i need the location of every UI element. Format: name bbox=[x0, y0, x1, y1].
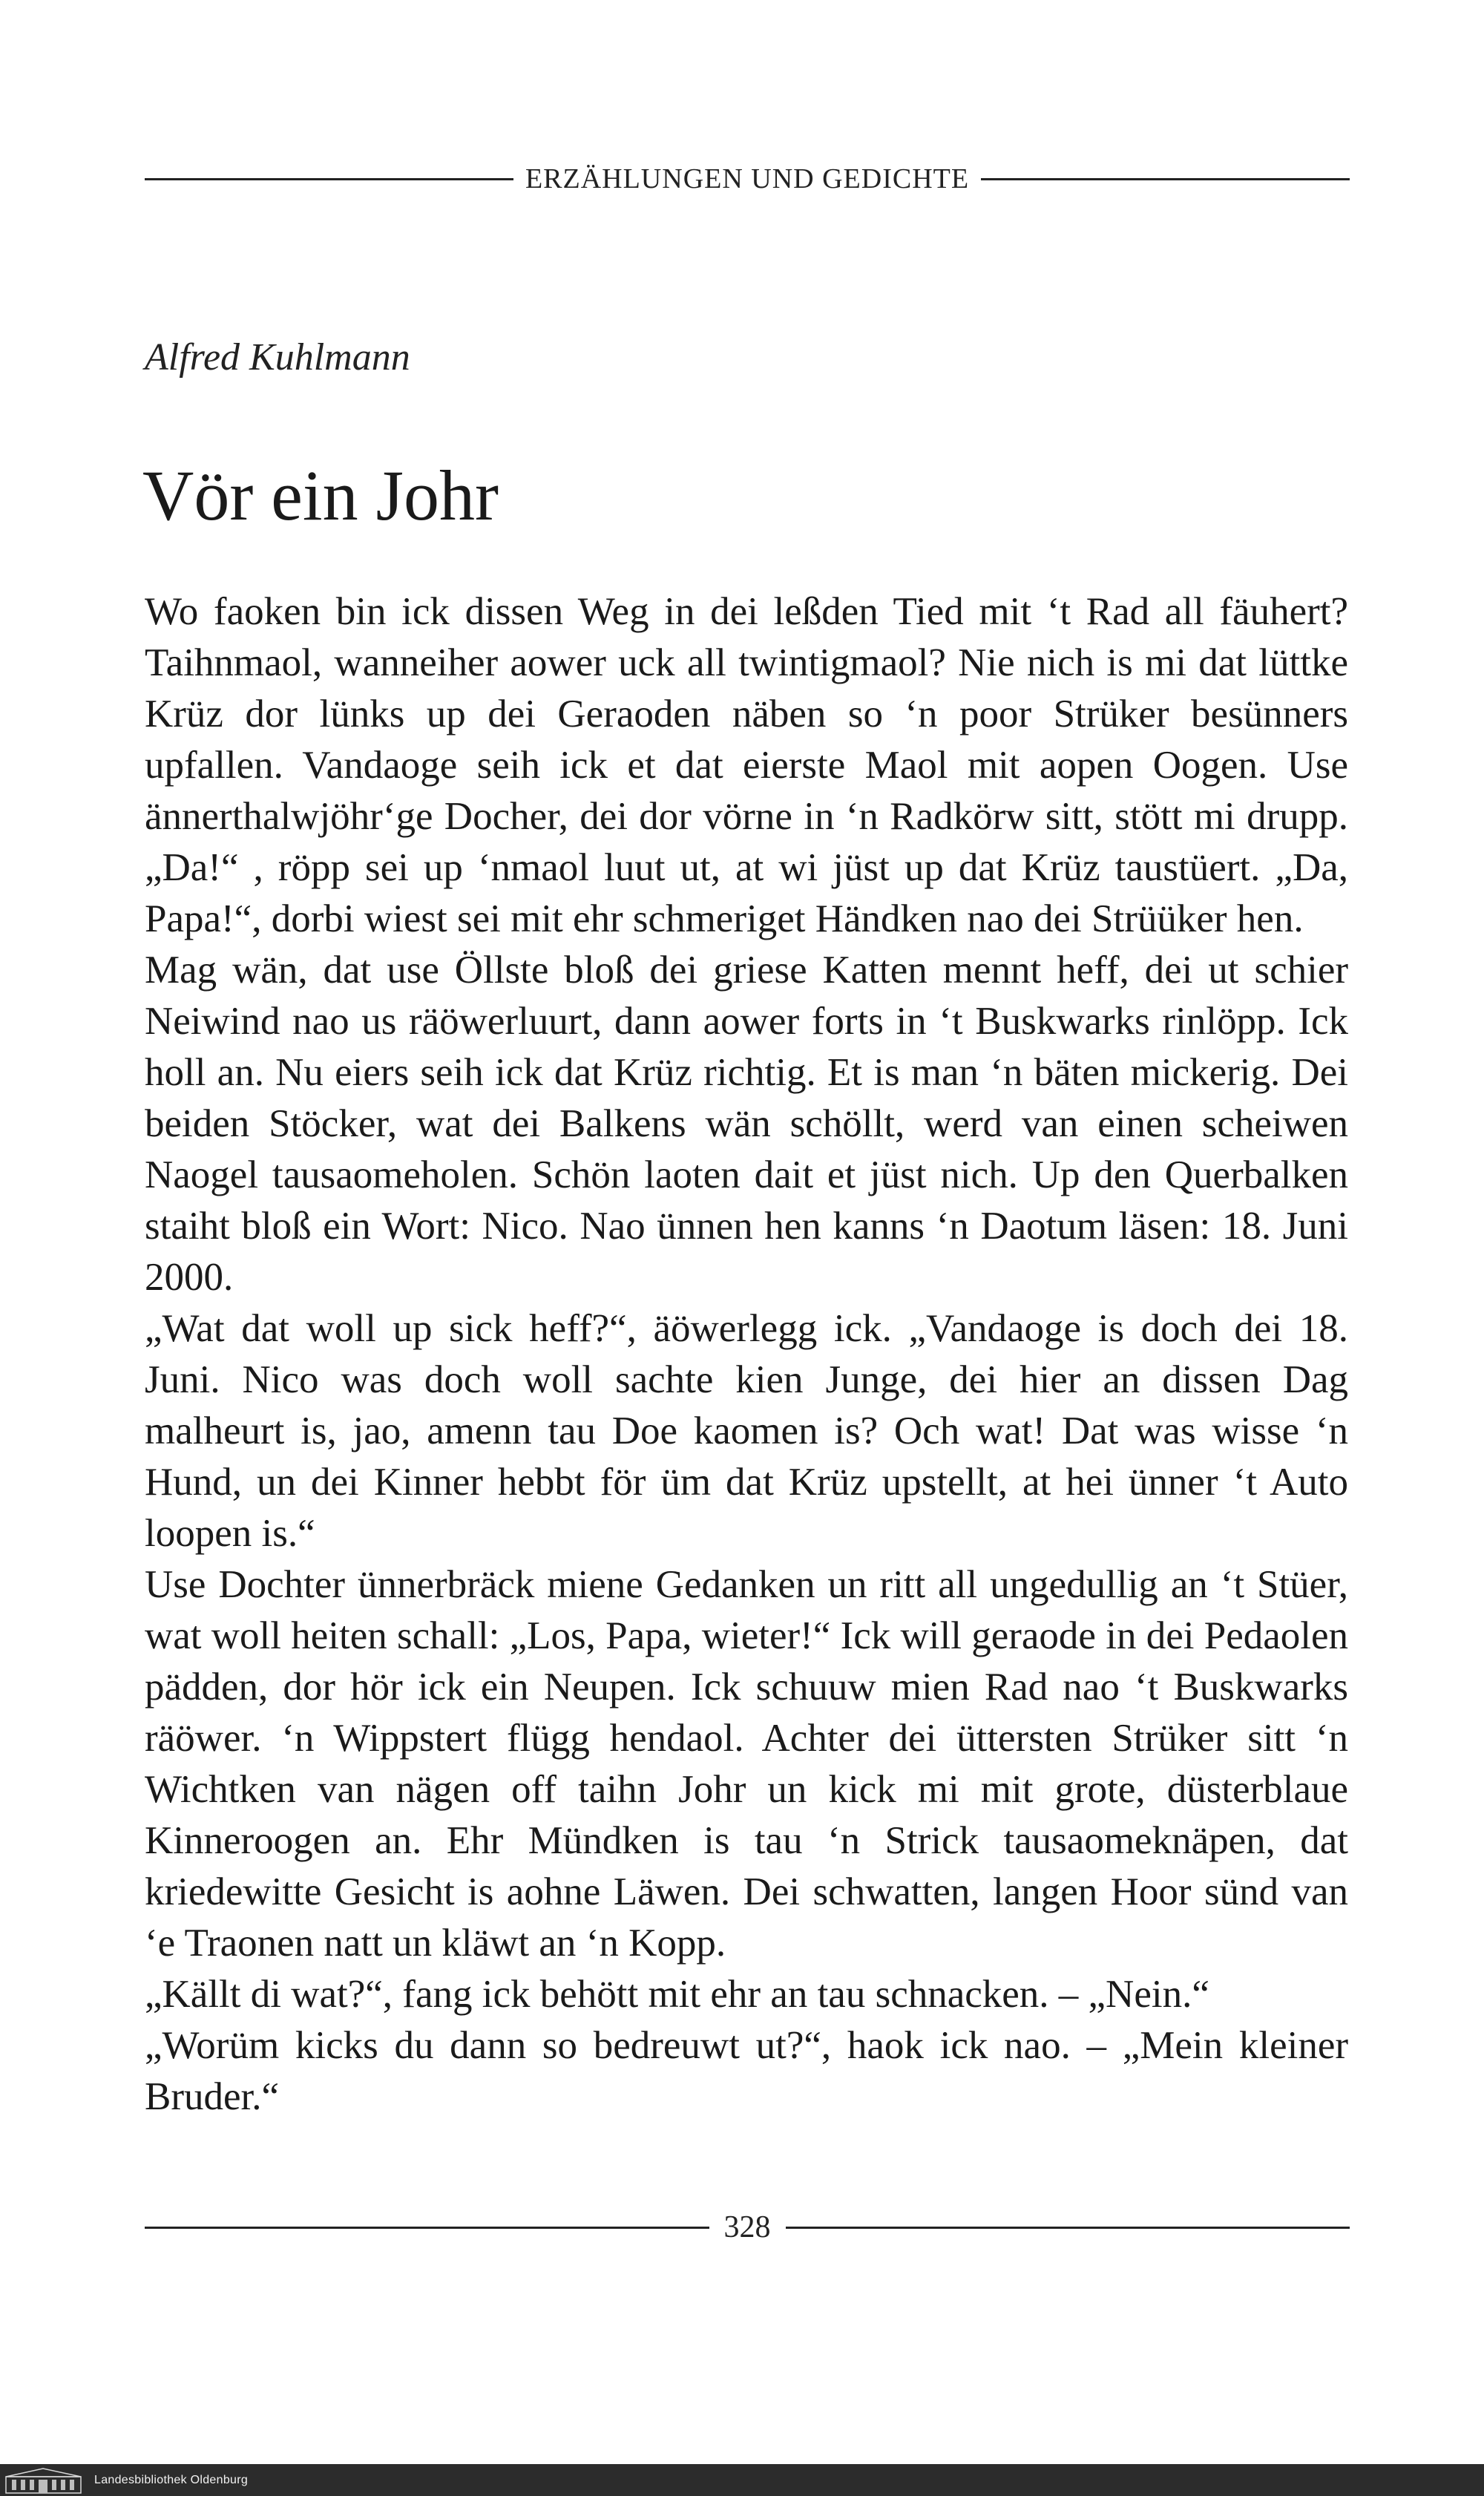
paragraph-4: Use Dochter ünnerbräck miene Gedanken un ritt all ungedullig an ‘t Stüer, wat woll heiten schall: „Los, Papa, wieter!“ Ick will geraode in dei Pedaolen pädden, dor hör ick ein Neupen. Ick schuuw mien Rad nao ‘t Buskwarks räöwer. ‘n Wippstert flügg hendaol. Achter dei üttersten Strüker sitt ‘n Wichtken van nägen off taihn Johr un kick mi mit grote, düsterblaue Kinneroogen an. Ehr Mündken is tau ‘n Strick tausaomeknäpen, dat kriedewitte Gesicht is aohne Läwen. Dei schwatten, langen Hoor sünd van ‘e Traonen natt un kläwt an ‘n Kopp. bbox=[145, 1563, 1348, 1965]
running-header-title: ERZÄHLUNGEN UND GEDICHTE bbox=[525, 163, 970, 194]
paragraph-1: Wo faoken bin ick dissen Weg in dei leßden Tied mit ‘t Rad all fäuhert? Taihnmaol, wanneiher aower uck all twintigmaol? Nie nich is mi dat lüttke Krüz dor lünks up dei Geraoden näben so ‘n poor Strüker besünners upfallen. Vandaoge seih ick et dat eierste Maol mit aopen Oogen. Use ännerthalwjöhr‘ge Docher, dei dor vörne in ‘n Radkörw sitt, stött mi drupp. „Da!“ , röpp sei up ‘nmaol luut ut, at wi jüst up dat Krüz taustüert. „Da, Papa!“, dorbi wiest sei mit ehr schmeriget Händken nao dei Strüüker hen. bbox=[145, 590, 1348, 940]
paragraph-3: „Wat dat woll up sick heff?“, äöwerlegg ick. „Vandaoge is doch dei 18. Juni. Nico was doch woll sachte kien Junge, dei hier an dissen Dag malheurt is, jao, amenn tau Doe kaomen is? Och wat! Dat was wisse ‘n Hund, un dei Kinner hebbt för üm dat Krüz upstellt, at hei ünner ‘t Auto loopen is.“ bbox=[145, 1307, 1348, 1555]
paragraph-6: „Worüm kicks du dann so bedreuwt ut?“, haok ick nao. – „Mein kleiner Bruder.“ bbox=[145, 2024, 1348, 2118]
header-rule-right bbox=[981, 178, 1350, 180]
library-footer-bar bbox=[0, 2464, 1484, 2496]
footer-rule-right bbox=[786, 2227, 1350, 2229]
story-body bbox=[145, 586, 1348, 2123]
page-number: 328 bbox=[723, 2210, 771, 2244]
paragraph-2: Mag wän, dat use Öllste bloß dei griese Katten mennt heff, dei ut schier Neiwind nao us räöwerluurt, dann aower forts in ‘t Buskwarks rinlöpp. Ick holl an. Nu eiers seih ick dat Krüz richtig. Et is man ‘n bäten mickerig. Dei beiden Stöcker, wat dei Balkens wän schöllt, werd van einen scheiwen Naogel tausaomeholen. Schön laoten dait et jüst nich. Up den Querbalken staiht bloß ein Wort: Nico. Nao ünnen hen kanns ‘n Daotum läsen: 18. Juni 2000. bbox=[145, 949, 1348, 1299]
page-footer bbox=[145, 2207, 1350, 2248]
story-title: Vör ein Johr bbox=[142, 456, 499, 535]
running-header bbox=[145, 160, 1350, 197]
header-rule-left bbox=[145, 178, 513, 180]
author-name: Alfred Kuhlmann bbox=[145, 336, 410, 379]
library-building-icon bbox=[4, 2466, 82, 2495]
library-name: Landesbibliothek Oldenburg bbox=[94, 2473, 249, 2486]
footer-rule-left bbox=[145, 2227, 709, 2229]
paragraph-5: „Källt di wat?“, fang ick behött mit ehr an tau schnacken. – „Nein.“ bbox=[145, 1973, 1209, 2016]
